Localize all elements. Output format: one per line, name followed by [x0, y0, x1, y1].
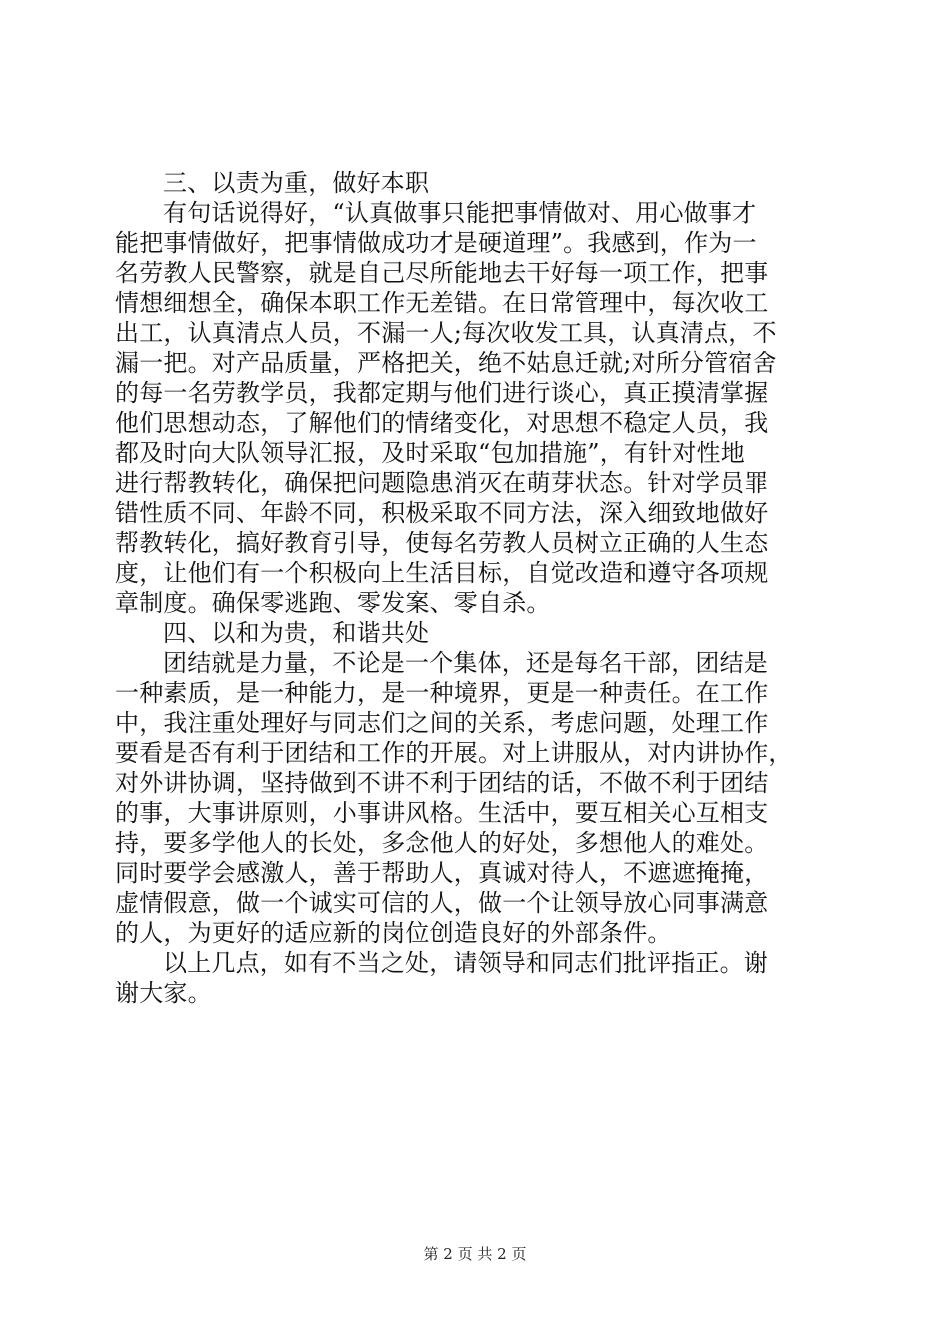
text-line: 度，让他们有一个积极向上生活目标，自觉改造和遵守各项规	[115, 559, 769, 587]
text-line: 以上几点，如有不当之处，请领导和同志们批评指正。谢	[163, 949, 768, 977]
text-line: 团结就是力量，不论是一个集体，还是每名干部，团结是	[163, 649, 768, 677]
text-line: 虚情假意，做一个诚实可信的人，做一个让领导放心同事满意	[115, 889, 769, 917]
text-line: 有句话说得好，“认真做事只能把事情做对、用心做事才	[163, 199, 757, 227]
text-line: 要看是否有利于团结和工作的开展。对上讲服从，对内讲协作，	[115, 739, 793, 767]
text-line: 的每一名劳教学员，我都定期与他们进行谈心，真正摸清掌握	[115, 379, 769, 407]
text-line: 漏一把。对产品质量，严格把关，绝不姑息迁就;对所分管宿舍	[115, 349, 777, 377]
text-line: 中，我注重处理好与同志们之间的关系，考虑问题，处理工作	[115, 709, 769, 737]
text-line: 能把事情做好，把事情做成功才是硬道理”。我感到，作为一	[115, 229, 757, 257]
text-line: 出工，认真清点人员，不漏一人;每次收发工具，认真清点，不	[115, 319, 777, 347]
page-number-label: 第 2 页 共 2 页	[423, 1245, 527, 1263]
text-line: 错性质不同、年龄不同，积极采取不同方法，深入细致地做好	[115, 499, 769, 527]
page-footer	[0, 1244, 950, 1264]
text-line: 持，要多学他人的长处，多念他人的好处，多想他人的难处。	[115, 829, 769, 857]
text-line: 都及时向大队领导汇报，及时采取“包加措施”，有针对性地	[115, 439, 745, 467]
text-line: 对外讲协调，坚持做到不讲不利于团结的话，不做不利于团结	[115, 769, 769, 797]
text-line: 帮教转化，搞好教育引导，使每名劳教人员树立正确的人生态	[115, 529, 769, 557]
text-line: 三、以责为重，做好本职	[163, 169, 430, 197]
text-line: 名劳教人民警察，就是自己尽所能地去干好每一项工作，把事	[115, 259, 769, 287]
text-line: 的人，为更好的适应新的岗位创造良好的外部条件。	[115, 919, 672, 947]
text-line: 的事，大事讲原则，小事讲风格。生活中，要互相关心互相支	[115, 799, 769, 827]
text-line: 他们思想动态，了解他们的情绪变化，对思想不稳定人员，我	[115, 409, 769, 437]
text-line: 章制度。确保零逃跑、零发案、零自杀。	[115, 589, 551, 617]
text-line: 一种素质，是一种能力，是一种境界，更是一种责任。在工作	[115, 679, 769, 707]
text-line: 同时要学会感激人，善于帮助人，真诚对待人，不遮遮掩掩，	[115, 859, 769, 887]
text-line: 进行帮教转化，确保把问题隐患消灭在萌芽状态。针对学员罪	[115, 469, 769, 497]
document-body	[115, 168, 835, 1008]
text-line: 四、以和为贵，和谐共处	[163, 619, 430, 647]
text-line: 情想细想全，确保本职工作无差错。在日常管理中，每次收工	[115, 289, 769, 317]
text-line: 谢大家。	[115, 979, 212, 1007]
